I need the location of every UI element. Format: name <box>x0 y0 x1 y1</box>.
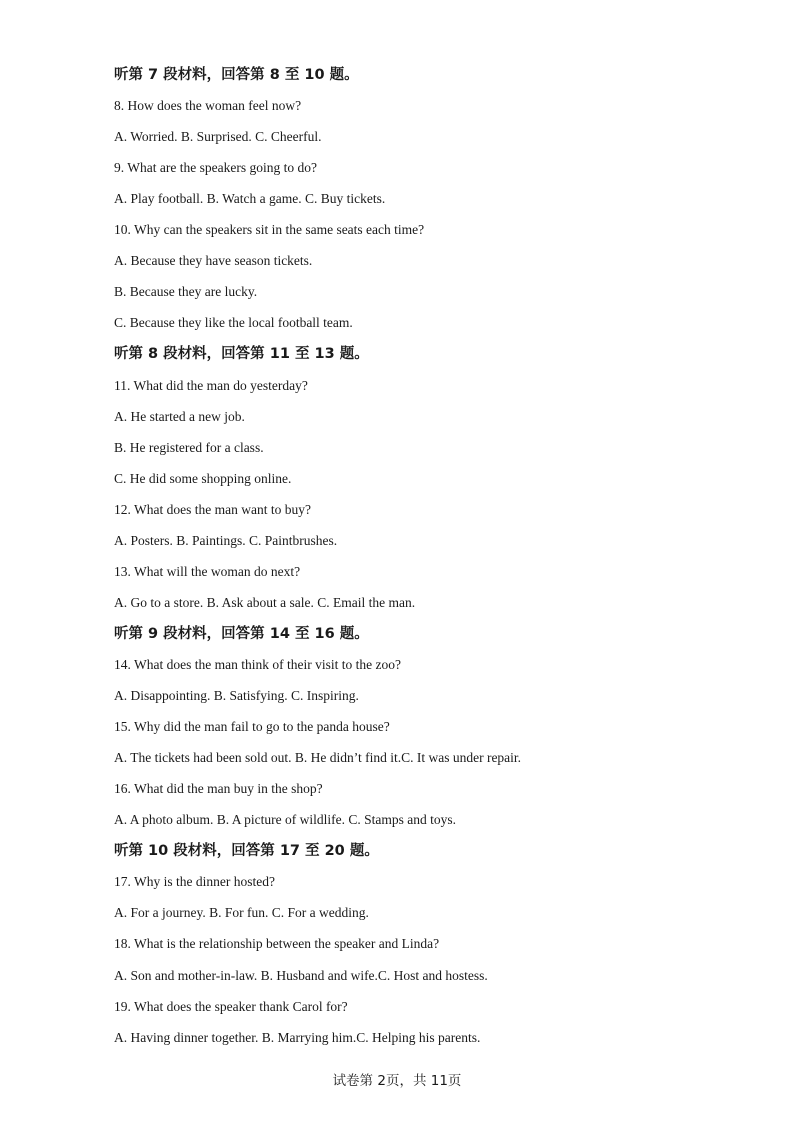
question-line: 14. What does the man think of their visit to the zoo? <box>114 657 401 672</box>
question-line: B. Because they are lucky. <box>114 284 258 300</box>
section-heading: 听第 9 段材料，回答第 14 至 16 题。 <box>114 625 369 642</box>
question-line: 12. What does the man want to buy? <box>114 501 311 517</box>
section-heading: 听第 7 段材料，回答第 8 至 10 题。 <box>114 67 359 83</box>
question-line: C. He did some shopping online. <box>114 470 292 486</box>
question-line: A. Disappointing. B. Satisfying. C. Inspiring. <box>114 688 359 703</box>
question-line: 9. What are the speakers going to do? <box>114 160 317 176</box>
question-line: 19. What does the speaker thank Carol for? <box>114 998 348 1014</box>
question-line: A. Worried. B. Surprised. C. Cheerful. <box>114 129 322 145</box>
page-footer: 试卷第 2页，共 11页 <box>332 1073 462 1089</box>
question-line: 8. How does the woman feel now? <box>114 98 302 113</box>
question-line: C. Because they like the local football team. <box>114 315 353 331</box>
question-line: 13. What will the woman do next? <box>114 563 301 579</box>
question-line: 15. Why did the man fail to go to the panda house? <box>114 719 390 735</box>
question-line: 18. What is the relationship between the speaker and Linda? <box>114 936 440 952</box>
question-line: 16. What did the man buy in the shop? <box>114 781 323 797</box>
question-line: 17. Why is the dinner hosted? <box>114 874 275 890</box>
question-line: A. Having dinner together. B. Marrying him.C. Helping his parents. <box>114 1029 481 1045</box>
question-line: A. A photo album. B. A picture of wildlife. C. Stamps and toys. <box>114 812 456 828</box>
question-line: 11. What did the man do yesterday? <box>114 377 308 393</box>
section-heading: 听第 10 段材料，回答第 17 至 20 题。 <box>114 843 379 860</box>
section-heading: 听第 8 段材料，回答第 11 至 13 题。 <box>114 346 369 363</box>
question-line: A. Because they have season tickets. <box>114 253 313 269</box>
question-line: 10. Why can the speakers sit in the same seats each time? <box>114 222 425 238</box>
question-line: B. He registered for a class. <box>114 439 264 455</box>
question-line: A. The tickets had been sold out. B. He didn’t find it.C. It was under repair. <box>114 750 522 766</box>
question-line: A. Play football. B. Watch a game. C. Buy tickets. <box>114 191 386 207</box>
question-line: A. He started a new job. <box>114 408 245 424</box>
question-line: A. Son and mother-in-law. B. Husband and wife.C. Host and hostess. <box>114 967 488 983</box>
question-line: A. Posters. B. Paintings. C. Paintbrushes. <box>114 532 338 548</box>
question-line: A. Go to a store. B. Ask about a sale. C. Email the man. <box>114 594 416 610</box>
question-line: A. For a journey. B. For fun. C. For a wedding. <box>114 905 369 921</box>
